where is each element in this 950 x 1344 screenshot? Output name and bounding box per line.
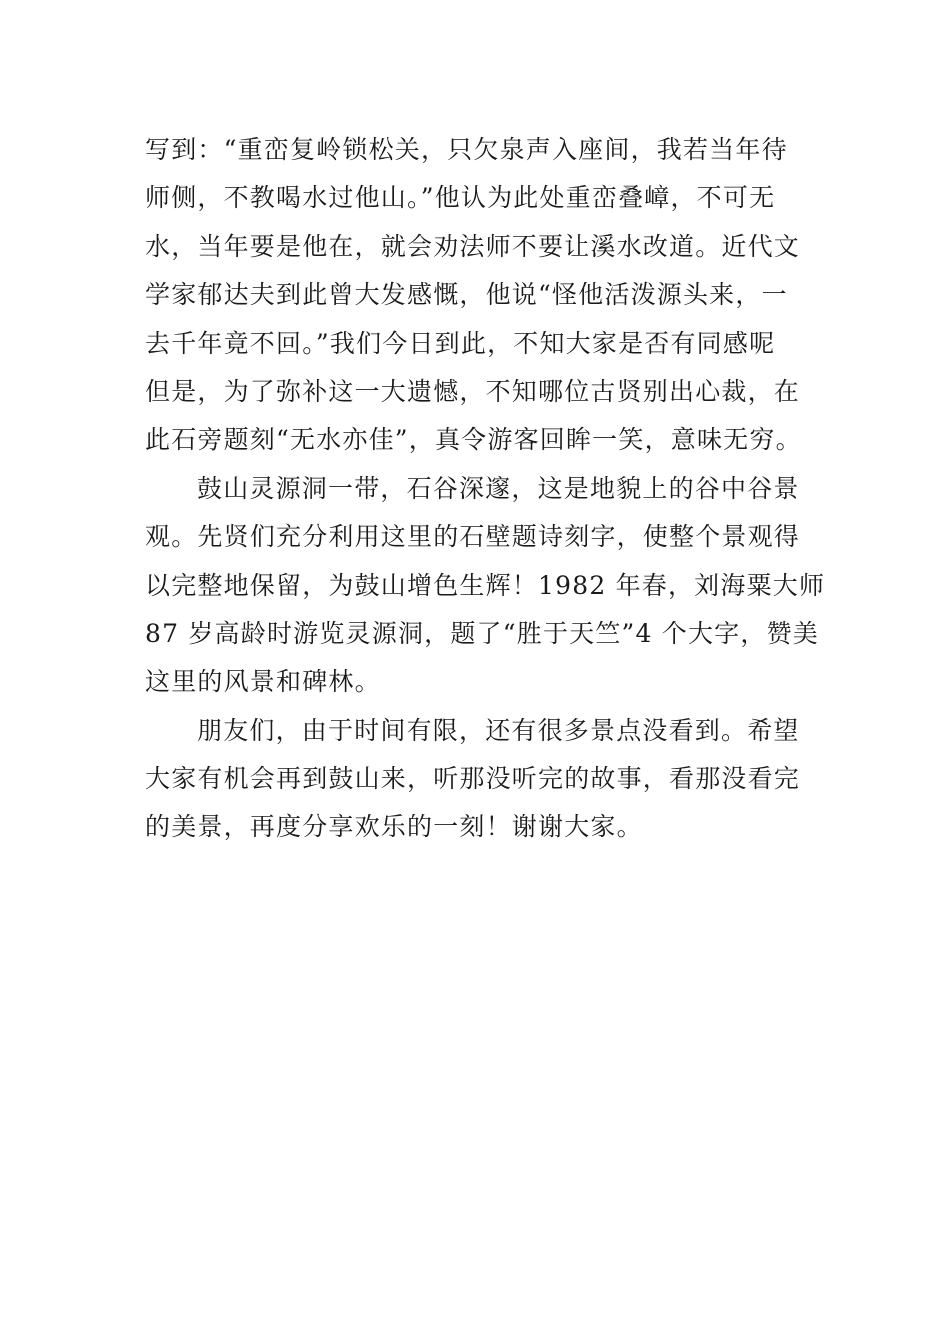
paragraph-2 <box>145 465 826 707</box>
text-line: 观。先贤们充分利用这里的石壁题诗刻字，使整个景观得 <box>145 522 801 552</box>
text-line: 鼓山灵源洞一带，石谷深邃，这是地貌上的谷中谷景 <box>197 473 800 503</box>
text-line: 朋友们，由于时间有限，还有很多景点没看到。希望 <box>197 715 800 745</box>
text-line: 但是，为了弥补这一大遗憾，不知哪位古贤别出心裁，在 <box>145 376 801 406</box>
paragraph-1 <box>145 126 813 465</box>
document-body <box>145 126 826 852</box>
text-line: 写到：“重峦复岭锁松关，只欠泉声入座间，我若当年待 <box>145 135 788 164</box>
paragraph-3 <box>145 707 813 852</box>
text-line: 学家郁达夫到此曾大发感慨，他说“怪他活泼源头来，一 <box>145 280 788 310</box>
text-line: 87 岁高龄时游览灵源洞，题了“胜于天竺”4 个大字，赞美 <box>145 618 819 648</box>
text-line: 这里的风景和碑林。 <box>145 667 381 697</box>
text-line: 此石旁题刻“无水亦佳”，真令游客回眸一笑，意味无穷。 <box>145 425 802 455</box>
text-line: 的美景，再度分享欢乐的一刻！谢谢大家。 <box>145 812 643 842</box>
text-line: 水，当年要是他在，就会劝法师不要让溪水改道。近代文 <box>145 231 801 261</box>
text-line: 以完整地保留，为鼓山增色生辉！1982 年春，刘海粟大师 <box>145 570 826 600</box>
text-line: 去千年竟不回。”我们今日到此，不知大家是否有同感呢 <box>145 328 776 358</box>
text-line: 师侧，不教喝水过他山。”他认为此处重峦叠嶂，不可无 <box>145 183 776 213</box>
text-line: 大家有机会再到鼓山来，听那没听完的故事，看那没看完 <box>145 764 801 794</box>
